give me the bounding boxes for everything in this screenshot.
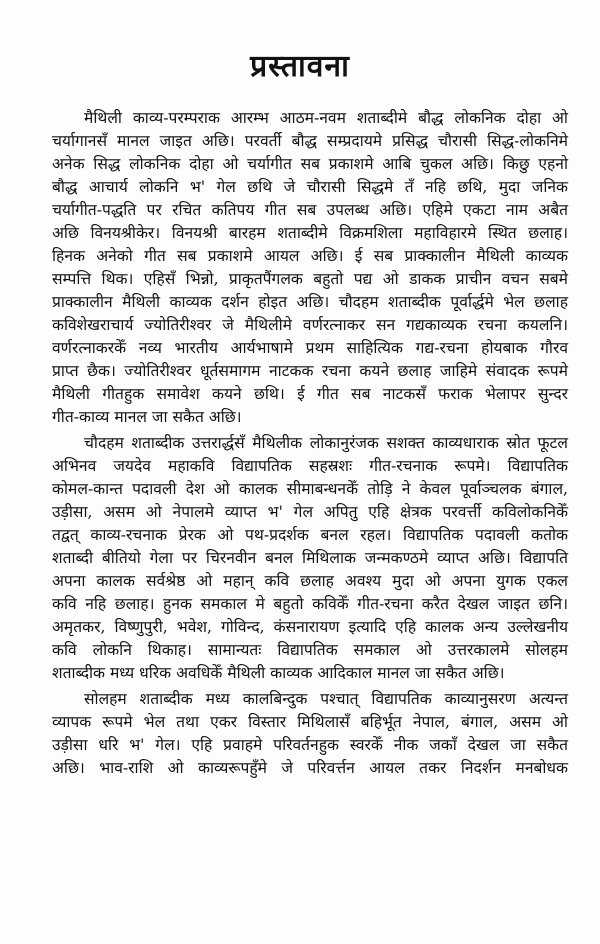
text-line: बौद्ध आचार्य लोकनि भ' गेल छथि जे चौरासी सिद्धमे तँ नहि छथि, मुदा जनिक [52,178,568,196]
text-line: कवि लोकनि थिकाह। सामान्यतः विद्यापतिक समकाल ओ उत्तरकालमे सोलहम [52,641,568,659]
text-line: सम्पत्ति थिक। एहिसँ भिन्नो, प्राकृतपैंगलक बहुतो पद्य ओ डाकक प्राचीन वचन सबमे [52,270,568,288]
text-line: सोलहम शताब्दीक मध्य कालबिन्दुक पश्चात् विद्यापतिक काव्यानुसरण अत्यन्त [84,690,568,708]
text-line: गीत-काव्य मानल जा सकैत अछि। [52,408,242,426]
text-line: अपना कालक सर्वश्रेष्ठ ओ महान् कवि छलाह अवश्य मुदा ओ अपना युगक एकल [52,572,568,590]
page-title: प्रस्तावना [250,49,350,84]
text-line: वर्णरत्नाकरकेँ नव्य भारतीय आर्यभाषामे प्रथम साहित्यिक गद्य-रचना होयबाक गौरव [52,339,568,357]
text-line: प्राक्कालीन मैथिली काव्यक दर्शन होइत अछि। चौदहम शताब्दीक पूर्वार्द्धमे भेल छलाह [52,293,568,311]
text-line: चर्यागीत-पद्धति पर रचित कतिपय गीत सब उपलब्ध अछि। एहिमे एकटा नाम अबैत [52,201,568,219]
text-line: शताब्दी बीतियो गेला पर चिरनवीन बनल मिथिलाक जन्मकण्ठमे व्याप्त अछि। विद्यापति [52,549,568,567]
text-line: हिनक अनेको गीत सब प्रकाशमे आयल अछि। ई सब प्राक्कालीन मैथिली काव्यक [52,247,568,265]
text-line: उड़ीसा धरि भ' गेल। एहि प्रवाहमे परिवर्तनहुक स्वरकेँ नीक जकाँ देखल जा सकैत [52,736,568,754]
text-line: चौदहम शताब्दीक उत्तरार्द्धसँ मैथिलीक लोकानुरंजक सशक्त काव्यधाराक स्रोत फूटल [84,434,568,452]
text-line: मैथिली काव्य-परम्पराक आरम्भ आठम-नवम शताब्दीमे बौद्ध लोकनिक दोहा ओ [84,109,568,127]
text-line: उड़ीसा, असम ओ नेपालमे व्याप्त भ' गेल अपितु एहि क्षेत्रक परवर्त्ती कविलोकनिकेँ [52,503,568,521]
text-line: प्राप्त छैक। ज्योतिरीश्वर धूर्तसमागम नाटकक रचना कयने छलाह जाहिमे संवादक रूपमे [52,362,568,380]
text-line: मैथिली गीतहुक समावेश कयने छथि। ई गीत सब नाटकसँ फराक भेलापर सुन्दर [52,385,568,403]
text-line: शताब्दीक मध्य धरिक अवधिकेँ मैथिली काव्यक आदिकाल मानल जा सकैत अछि। [52,664,505,682]
text-line: अछि विनयश्रीकेर। विनयश्री बारहम शताब्दीमे विक्रमशिला महाविहारमे स्थित छलाह। [52,224,568,242]
text-line: कविशेखराचार्य ज्योतिरीश्वर जे मैथिलीमे वर्णरत्नाकर सन गद्यकाव्यक रचना कयलनि। [52,316,568,334]
text-line: कोमल-कान्त पदावली देश ओ कालक सीमाबन्धनकेँ तोड़ि ने केवल पूर्वाञ्चलक बंगाल, [52,480,568,498]
text-line: अनेक सिद्ध लोकनिक दोहा ओ चर्यागीत सब प्रकाशमे आबि चुकल अछि। किछु एहनो [52,155,568,173]
text-line: अछि। भाव-राशि ओ काव्यरूपहुँमे जे परिवर्त्तन आयल तकर निदर्शन मनबोधक [52,759,568,777]
text-line: तद्वत् काव्य-रचनाक प्रेरक ओ पथ-प्रदर्शक बनल रहल। विद्यापतिक पदावली कतोक [52,526,568,544]
text-line: चर्यागानसँ मानल जाइत अछि। परवर्ती बौद्ध सम्प्रदायमे प्रसिद्ध चौरासी सिद्ध-लोकनिमे [52,132,568,150]
text-line: व्यापक रूपमे भेल तथा एकर विस्तार मिथिलासँ बहिर्भूत नेपाल, बंगाल, असम ओ [52,713,568,731]
text-line: कवि नहि छलाह। हुनक समकाल मे बहुतो कविकेँ गीत-रचना करैत देखल जाइत छनि। [52,595,568,613]
text-line: अभिनव जयदेव महाकवि विद्यापतिक सहस्रशः गीत-रचनाक रूपमे। विद्यापतिक [52,457,568,475]
text-line: अमृतकर, विष्णुपुरी, भवेश, गोविन्द, कंसनारायण इत्यादि एहि कालक अन्य उल्लेखनीय [52,618,568,636]
